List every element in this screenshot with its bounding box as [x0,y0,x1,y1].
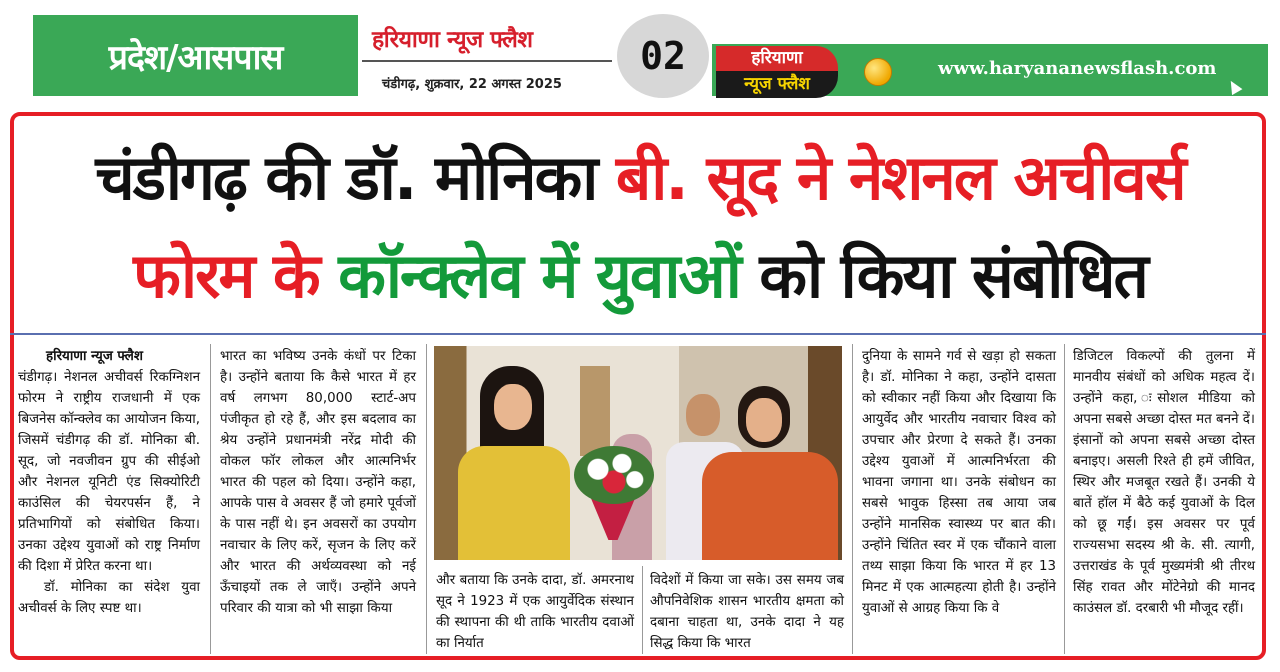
article-column-3a [436,570,634,654]
headline-part-green: कॉन्क्लेव में युवाओं [338,239,740,312]
article-column-5 [1073,346,1255,619]
section-title: प्रदेश/आसपास [108,37,283,78]
paper-name: हरियाणा न्यूज फ्लैश [372,27,533,53]
dateline: चंडीगढ़, शुक्रवार, 22 अगस्त 2025 [382,77,562,92]
headline-part-black: को किया संबोधित [739,239,1147,312]
brand-logo [716,46,838,98]
article-paragraph: चंडीगढ़। नेशनल अचीवर्स रिकग्निशन फोरम ने राष्ट्रीय राजधानी में एक बिजनेस कॉन्क्लेव का आयोजन किया, जिसमें चंडीगढ़ की डॉ. मोनिका बी. सूद, जो नवजीवन ग्रुप की सीईओ और नेशनल यूनिटी एंड सिक्योरिटी काउंसिल की चेयरपर्सन हैं, ने प्रतिभागियों को संबोधित किया। उनका उद्देश्य युवाओं को राष्ट्र निर्माण की दिशा में प्रेरित करना था। [18,370,200,574]
masthead-divider [362,60,612,62]
brand-logo-line2: न्यूज फ्लैश [716,71,838,98]
masthead [362,16,612,96]
article-paragraph: दुनिया के सामने गर्व से खड़ा हो सकता है। डॉ. मोनिका ने कहा, उन्होंने दासता को स्वीकार नहीं किया और दिखाया कि आयुर्वेद और भारतीय नवाचार विश्व को उपचार और प्रेरणा दे सकते हैं। उनका उद्देश्य युवाओं में आत्मनिर्भरता की भावना जगाना था। उनके संबोधन का सबसे भावुक हिस्सा तब आया जब उन्होंने मानसिक स्वास्थ्य पर बात की। उन्होंने चिंतित स्वर में एक चौंकाने वाला तथ्य साझा किया कि भारत में हर 13 मिनट में एक आत्महत्या होती है। उन्होंने युवाओं से आग्रह किया कि वे [862,349,1056,616]
headline-divider [10,333,1266,335]
byline: हरियाणा न्यूज फ्लैश [46,349,143,364]
section-banner [33,15,358,96]
brand-logo-line1: हरियाणा [716,46,838,71]
article-paragraph: डिजिटल विकल्पों की तुलना में मानवीय संबंधों को अधिक महत्व दें। उन्होंने कहा, ःसोशल मीडिया को अपना सबसे अच्छा दोस्त मत बनने दें। इंसानों को अपना सबसे अच्छा दोस्त बनाइए। असली रिश्ते ही हमें जीवित, स्थिर और मजबूत रखते हैं। उनकी ये बातें हॉल में बैठे कई युवाओं के दिल को छू गईं। इस अवसर पर पूर्व राज्यसभा सदस्य श्री के. सी. त्यागी, उत्तराखंड के पूर्व मुख्यमंत्री श्री तीरथ सिंह रावत और मोंटेनेग्रो की मानद काउंसल डॉ. दरबारी भी मौजूद रहीं। [1073,349,1255,616]
headline-part-black: चंडीगढ़ की डॉ. मोनिका [95,141,616,214]
page-number: 02 [640,34,686,78]
article-column-2 [220,346,416,619]
headline-part-red: बी. सूद ने नेशनल अचीवर्स [615,141,1185,214]
article-paragraph: और बताया कि उनके दादा, डॉ. अमरनाथ सूद ने 1923 में एक आयुर्वेदिक संस्थान की स्थापना की थी ताकि भारतीय दवाओं का निर्यात [436,573,634,651]
column-divider [642,566,643,654]
article-column-1 [18,346,200,619]
page-number-badge [617,14,709,98]
article-paragraph: डॉ. मोनिका का संदेश युवा अचीवर्स के लिए स्पष्ट था। [18,580,200,616]
column-divider [1064,344,1065,654]
article-photo [434,346,842,560]
headline-part-red: फोरम के [133,239,339,312]
article-column-3b [650,570,844,654]
headline-line2 [0,236,1280,316]
headline-line1 [0,138,1280,218]
column-divider [426,344,427,654]
article-paragraph: भारत का भविष्य उनके कंधों पर टिका है। उन्होंने बताया कि कैसे भारत में हर वर्ष लगभग 80,000 स्टार्ट-अप पंजीकृत हो रहे हैं, और इस बदलाव का श्रेय उन्होंने प्रधानमंत्री नरेंद्र मोदी की वोकल फॉर लोकल और आत्मनिर्भर भारत की पहल को दिया। उन्होंने कहा, आपके पास वे अवसर हैं जो हमारे पूर्वजों के पास नहीं थे। इन अवसरों का उपयोग नवाचार के लिए करें, सृजन के लिए करें और भारत की अर्थव्यवस्था को नई ऊँचाइयों तक ले जाएँ। उन्होंने अपने परिवार की यात्रा को भी साझा किया [220,349,416,616]
globe-icon [864,58,892,86]
article-paragraph: विदेशों में किया जा सके। उस समय जब औपनिवेशिक शासन भारतीय क्षमता को दबाना चाहता था, उनके दादा ने यह सिद्ध किया कि भारत [650,573,844,651]
column-divider [852,344,853,654]
column-divider [210,344,211,654]
website-link[interactable]: www.haryananewsflash.com [938,58,1217,79]
article-column-4 [862,346,1056,619]
